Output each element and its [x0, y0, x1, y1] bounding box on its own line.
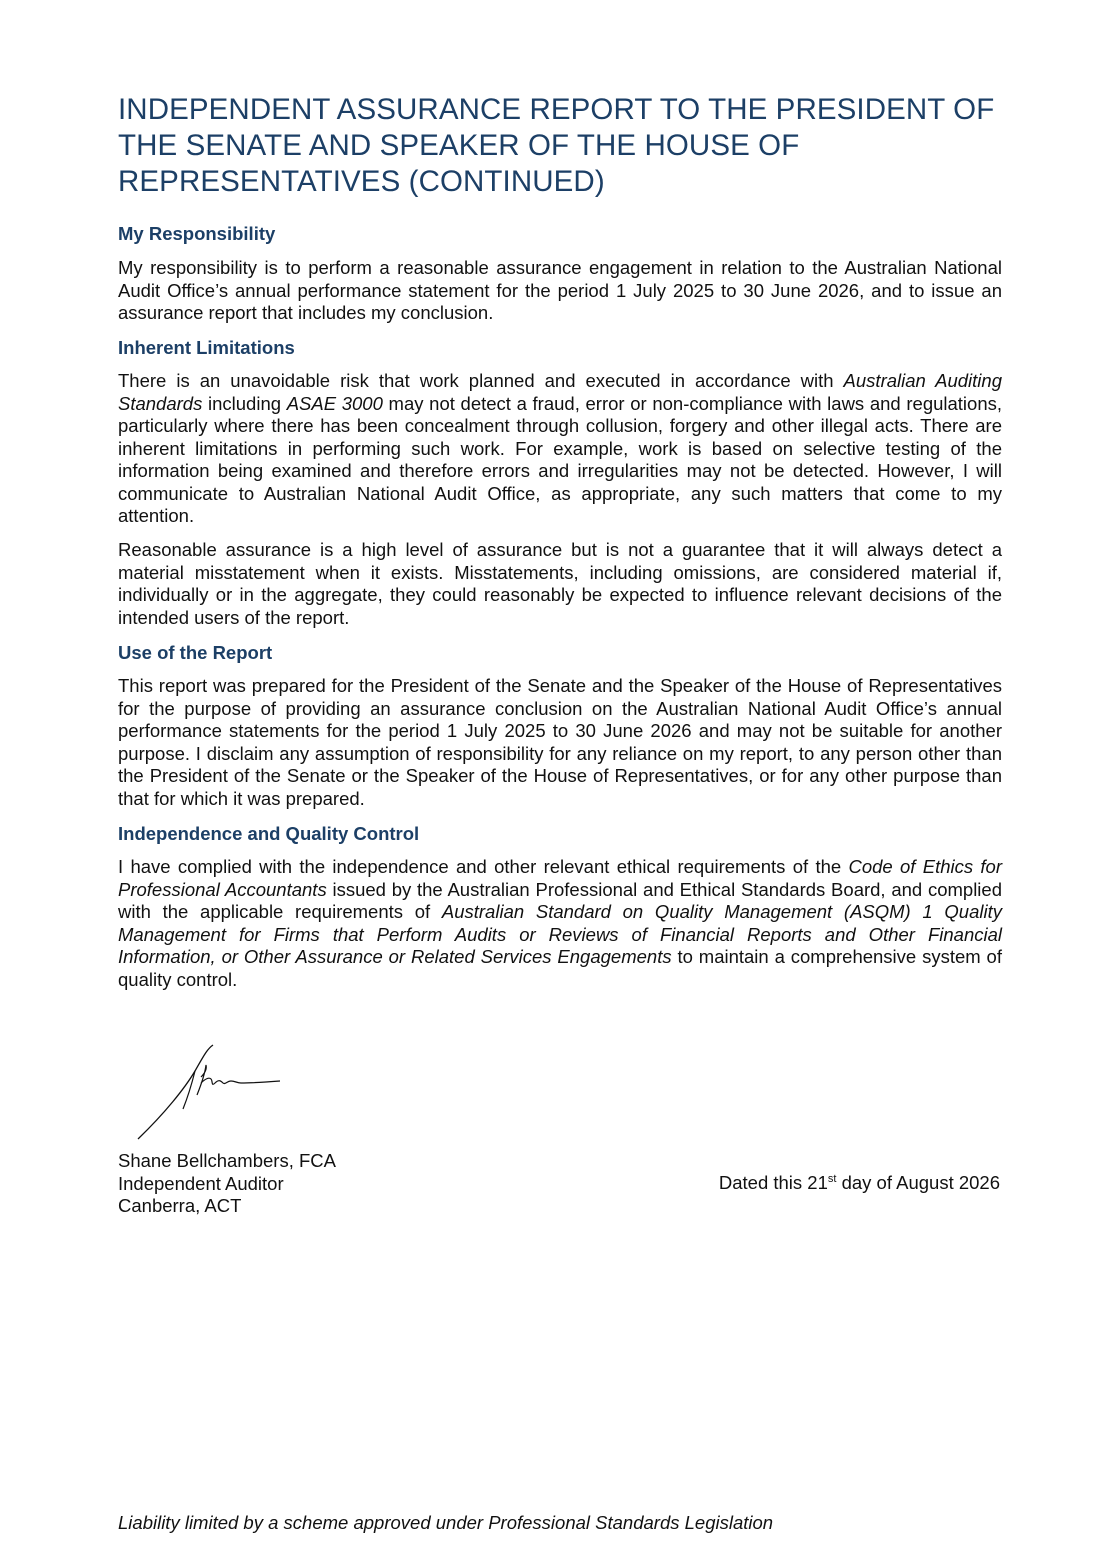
heading-inherent-limitations: Inherent Limitations — [118, 337, 295, 358]
date-rest: day of August 2026 — [836, 1172, 1000, 1193]
paragraph-limitations-1 — [118, 370, 1002, 528]
signer-location: Canberra, ACT — [118, 1195, 242, 1216]
text-run-italic: ASAE 3000 — [286, 392, 383, 414]
heading-my-responsibility: My Responsibility — [118, 223, 276, 244]
report-title: INDEPENDENT ASSURANCE REPORT TO THE PRESIDENT OF THE SENATE AND SPEAKER OF THE HOUSE OF REPRESENTATIVES (CONTINUED) — [118, 93, 995, 198]
date-statement — [719, 1172, 1000, 1195]
text-run: to maintain a comprehensive system of quality control. — [118, 946, 1002, 990]
footer-liability-note: Liability limited by a scheme approved under Professional Standards Legislation — [118, 1512, 774, 1533]
signer-role: Independent Auditor — [118, 1172, 284, 1194]
text-run: may not detect a fraud, error or non-compliance with laws and regulations, particularly where there has been concealment through collusion, forgery and other illegal acts. There are inherent limitations in performing such work. For example, work is based on selective testing of the information being examined and therefore errors and irregularities may not be detected. However, I will communicate to Australian National Audit Office, as appropriate, any such matters that come to my attention. — [118, 392, 1003, 526]
text-run-italic: Australian Auditing Standards — [118, 370, 1002, 414]
heading-use-of-report: Use of the Report — [118, 642, 273, 663]
report-page — [118, 92, 1002, 200]
text-run: I have complied with the independence and other relevant ethical requirements of the — [118, 856, 849, 877]
heading-independence: Independence and Quality Control — [118, 823, 420, 844]
date-prefix: Dated this 21 — [718, 1172, 828, 1193]
text-run: issued by the Australian Professional and Ethical Standards Board, and complied with the applicable requirements of — [118, 878, 1002, 922]
signer-block — [118, 1150, 336, 1218]
text-run: There is an unavoidable risk that work planned and executed in accordance with — [118, 370, 844, 391]
paragraph-use-of-report: This report was prepared for the President of the Senate and the Speaker of the House of Representatives for the purpose of providing an assurance conclusion on the Australian National Audit Office’s annual performance statements for the period 1 July 2025 to 30 June 2026 and may not be suitable for another purpose. I disclaim any assumption of responsibility for any reliance on my report, to any person other than the President of the Senate or the Speaker of the House of Representatives, or for any other purpose than that for which it was prepared. — [118, 675, 1002, 809]
text-run-italic: Australian Standard on Quality Management (ASQM) 1 Quality Management for Firms that Perform Audits or Reviews of Financial Reports and Other Financial Information, or Other Assurance or Related Services Engagements — [118, 901, 1002, 967]
handwritten-signature — [135, 1043, 285, 1143]
text-run-italic: Code of Ethics for Professional Accountants — [118, 856, 1003, 900]
signer-name: Shane Bellchambers, FCA — [118, 1150, 336, 1171]
text-run: including — [202, 392, 287, 414]
date-ordinal-suffix: st — [827, 1172, 837, 1185]
paragraph-limitations-2: Reasonable assurance is a high level of assurance but is not a guarantee that it will always detect a material misstatement when it exists. Misstatements, including omissions, are considered material if, individually or in the aggregate, they could reasonably be expected to influence relevant decisions of the intended users of the report. — [118, 539, 1002, 628]
paragraph-responsibility: My responsibility is to perform a reasonable assurance engagement in relation to the Australian National Audit Office’s annual performance statement for the period 1 July 2025 to 30 June 2026, and to issue an assurance report that includes my conclusion. — [118, 257, 1002, 323]
paragraph-independence — [118, 856, 1002, 991]
